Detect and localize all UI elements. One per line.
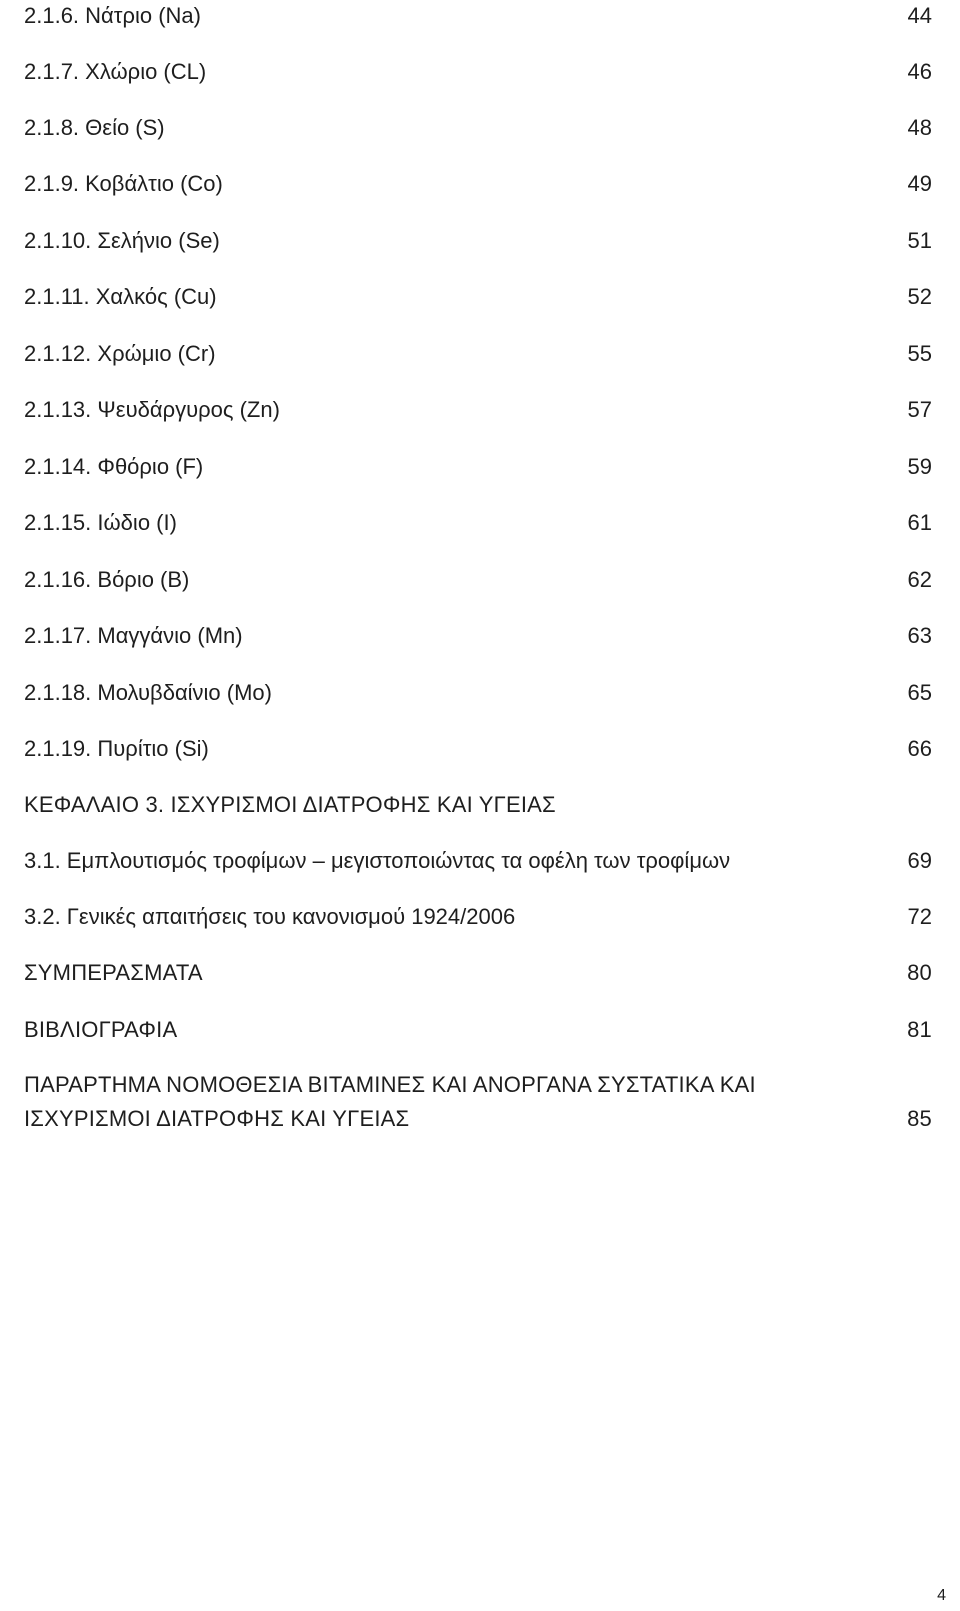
toc-entry [24,677,932,709]
toc-entry-page: 69 [907,848,932,873]
toc-entry-page: 85 [907,1106,932,1131]
toc-entry [24,451,932,483]
toc-entry-page: 63 [907,623,932,648]
toc-entry-page: 52 [907,284,932,309]
toc-entry-title: ΚΕΦΑΛΑΙΟ 3. ΙΣΧΥΡΙΣΜΟΙ ΔΙΑΤΡΟΦΗΣ ΚΑΙ ΥΓΕΙΑΣ [24,792,556,817]
toc-entry-page: 44 [907,3,932,28]
toc-entry [24,56,932,88]
toc-entry-title: 2.1.17. Μαγγάνιο (Mn) [24,623,243,648]
toc-entry-title: 2.1.14. Φθόριο (F) [24,454,204,479]
toc-entry [24,281,932,313]
toc-entry-title: 2.1.12. Χρώμιο (Cr) [24,341,216,366]
toc-entry [24,507,932,539]
toc-entry-title: 2.1.16. Βόριο (B) [24,567,190,592]
toc-entry [24,168,932,200]
toc-entry [24,394,932,426]
toc-entry-title: 2.1.13. Ψευδάργυρος (Zn) [24,397,280,422]
toc-entry-page: 80 [907,960,932,985]
toc-entry-title: 2.1.10. Σελήνιο (Se) [24,228,220,253]
toc-entry-title: ΣΥΜΠΕΡΑΣΜΑΤΑ [24,960,203,985]
toc-entry [24,733,932,765]
toc-entry-title: 2.1.15. Ιώδιο (I) [24,510,177,535]
toc-entry-title: 2.1.9. Κοβάλτιο (Co) [24,171,223,196]
toc-entry-title: 2.1.6. Νάτριο (Na) [24,3,201,28]
toc-entry-title: ΒΙΒΛΙΟΓΡΑΦΙΑ [24,1017,178,1042]
toc-entry [24,901,932,933]
toc-entry-title: 2.1.19. Πυρίτιο (Si) [24,736,209,761]
toc-entry-page: 57 [907,397,932,422]
toc-entry [24,1014,932,1046]
page-number: 4 [937,1587,946,1604]
toc-chapter-heading [24,789,932,821]
toc-entry-title: ΙΣΧΥΡΙΣΜΟΙ ΔΙΑΤΡΟΦΗΣ ΚΑΙ ΥΓΕΙΑΣ [24,1106,410,1131]
toc-entry [24,112,932,144]
toc-entry-page: 49 [907,171,932,196]
toc-entry-page: 62 [907,567,932,592]
toc-entry-title: 2.1.11. Χαλκός (Cu) [24,284,217,309]
toc-entry-page: 46 [907,59,932,84]
toc-entry [24,225,932,257]
toc-entry-title: 2.1.18. Μολυβδαίνιο (Mo) [24,680,272,705]
toc-entry [24,0,932,32]
toc-entry-title: ΠΑΡΑΡΤΗΜΑ ΝΟΜΟΘΕΣΙΑ ΒΙΤΑΜΙΝΕΣ ΚΑΙ ΑΝΟΡΓΑΝΑ ΣΥΣΤΑΤΙΚΑ ΚΑΙ [24,1072,756,1097]
toc-entry-page: 51 [907,228,932,253]
toc-appendix-line-1 [24,1069,932,1101]
toc-entry-page: 72 [907,904,932,929]
toc-entry-page: 59 [907,454,932,479]
toc-entry-title: 2.1.7. Χλώριο (CL) [24,59,207,84]
toc-entry-page: 65 [907,680,932,705]
toc-entry-title: 3.1. Εμπλουτισμός τροφίμων – μεγιστοποιώντας τα οφέλη των τροφίμων [24,848,731,873]
toc-entry [24,338,932,370]
toc-entry [24,620,932,652]
toc-entry-title: 2.1.8. Θείο (S) [24,115,165,140]
toc-appendix-line-2 [24,1103,932,1135]
toc-entry [24,845,932,877]
toc-entry-page: 61 [907,510,932,535]
toc-entry-page: 81 [907,1017,932,1042]
toc-entry-page: 66 [907,736,932,761]
toc-entry [24,957,932,989]
toc-entry-title: 3.2. Γενικές απαιτήσεις του κανονισμού 1924/2006 [24,904,516,929]
toc-entry-page: 48 [907,115,932,140]
toc-entry [24,564,932,596]
toc-entry-page: 55 [907,341,932,366]
